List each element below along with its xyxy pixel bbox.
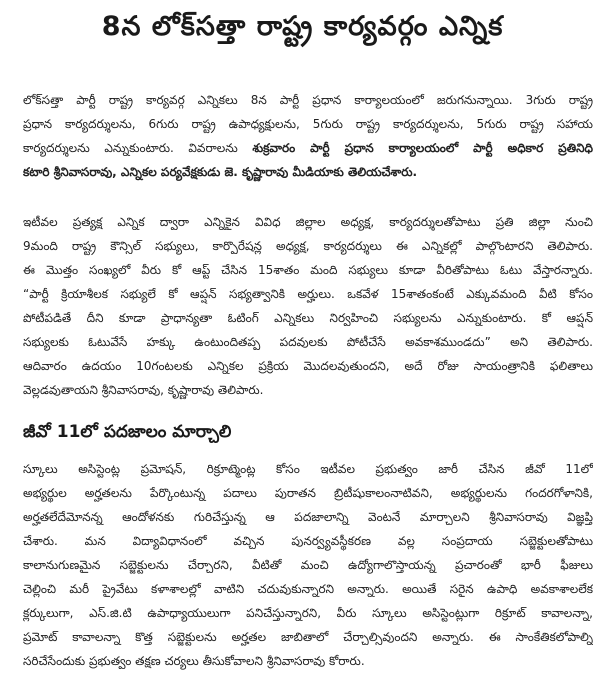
paragraph-line: ప్రధాన కార్యదర్శులను, 6గురు రాష్ట్ర ఉపాధ్యక్షులను, 5గురు రాష్ట్ర కార్యదర్శులను, 5గురు రాష్ట్ర సహాయ [23,117,593,131]
paragraph-line: “పార్టీ క్రియాశీలక సభ్యులే కో ఆప్షన్ సభ్యత్వానికి అర్హులు. ఒకవేళ 15శాతంకంటే ఎక్కువమంది వీటి కోసం [23,287,593,301]
paragraph-line: చేశారు. మన విద్యావిధానంలో వచ్చిన పునర్వ్యవస్థీకరణ వల్ల సంప్రదాయ సబ్జెక్టులతోపాటు [23,534,593,548]
paragraph-line-regular-part: కార్యదర్శులను ఎన్నుకుంటారు. వివరాలను [23,141,253,155]
paragraph-line: ఇటీవల ప్రత్యక్ష ఎన్నిక ద్వారా ఎన్నికైన వివిధ జిల్లాల అధ్యక్ష, కార్యదర్శులతోపాటు ప్రతి జిల్లా నుంచి [23,215,593,229]
paragraph-line: అర్హతలేదేమోనన్న ఆందోళనకు గురిచేస్తున్న ఆ పదజాలాన్ని వెంటనే మార్చాలని శ్రీనివాసరావు విజ్ఞప్తి [23,510,593,524]
paragraph-line: వెల్లడవుతాయని శ్రీనివాసరావు, కృష్ణారావు తెలిపారు. [23,383,264,397]
paragraph-line: సరిచేసేందుకు ప్రభుత్వం తక్షణ చర్యలు తీసుకోవాలని శ్రీనివాసరావు కోరారు. [23,654,365,668]
paragraph-line: సభ్యులకు ఓటువేసే హక్కు ఉంటుందితప్ప పదవులకు పోటీచేసే అవకాశముండదు” అని తెలిపారు. [23,335,593,349]
paragraph-line: 9మంది రాష్ట్ర కౌన్సిల్ సభ్యులు, కార్పొరేషన్ల అధ్యక్ష, కార్యదర్శులు ఈ ఎన్నికల్లో పాల్గొంటారని తెలిపారు. [23,239,593,253]
paragraph-line: కాలానుగుణమైన సబ్జెక్టులను చేర్చారని, వీటితో మంచి ఉద్యోగాలొస్తాయన్న ప్రచారంతో భారీ ఫీజులు [23,558,593,572]
paragraph-line: లోక్‌సత్తా పార్టీ రాష్ట్ర కార్యవర్గ ఎన్నికలు 8న పార్టీ ప్రధాన కార్యాలయంలో జరుగనున్నాయి. 3గురు రాష్ట్ర [23,93,593,107]
section-subheading: జీవో 11లో పదజాలం మార్చాలి [23,422,232,442]
paragraph-line: క్లర్కులుగా, ఎస్.జి.టి ఉపాధ్యాయులుగా పనిచేస్తున్నారని, వీరు స్కూలు అసిస్టెంట్లుగా రిక్రూట్ కావాలన్నా, [23,606,593,620]
paragraph-election-process [23,210,593,402]
paragraph-line-bold-part: శుక్రవారం పార్టీ ప్రధాన కార్యాలయంలో పార్టీ అధికార ప్రతినిధి [252,141,593,155]
paragraph-go11-terminology [23,457,593,673]
paragraph-line: పోటీపడితే దీని కూడా ప్రాధాన్యతా ఓటింగ్ ఎన్నికలు నిర్వహించి సభ్యులను ఎన్నుకుంటారు. కో ఆప్షన్ [23,311,593,325]
paragraph-line: ఆదివారం ఉదయం 10గంటలకు ఎన్నికల ప్రక్రియ మొదలవుతుందని, అదే రోజు సాయంత్రానికి ఫలితాలు [23,359,593,373]
paragraph-line: స్కూలు అసిస్టెంట్ల ప్రమోషన్, రిక్రూట్మెంట్ల కోసం ఇటీవల ప్రభుత్వం జారీ చేసిన జీవో 11లో [23,462,593,476]
paragraph-line: అభ్యర్థుల అర్హతలను పేర్కొంటున్న పదాలు పురాతన బ్రిటీషుకాలంనాటివని, అభ్యర్థులను గందరగోళానికి, [23,486,593,500]
article-title: 8న లోక్‌సత్తా రాష్ట్ర కార్యవర్గం ఎన్నిక [101,11,504,42]
paragraph-line: చెల్లించి మరీ ప్రైవేటు కళాశాలల్లో వాటిని చదువుకున్నారని అన్నారు. అయితే సరైన ఉపాధి అవకాశాలలేక [23,582,593,596]
paragraph-line: ప్రమోట్ కావాలన్నా కొత్త సబ్జెక్టులను అర్హతల జాబితాలో చేర్చాల్సివుందని అన్నారు. ఈ సాంకేతికలోపాల్ని [23,630,593,644]
paragraph-line [23,136,593,160]
paragraph-election-schedule [23,88,593,184]
paragraph-line: కటారి శ్రీనివాసరావు, ఎన్నికల పర్యవేక్షకుడు జె. కృష్ణారావు మీడియాకు తెలియచేశారు. [23,165,418,179]
paragraph-line: ఈ మొత్తం సంఖ్యలో వీరు కో ఆప్ట్ చేసిన 15శాతం మంది సభ్యులు కూడా వీరితోపాటు ఓటు వేస్తారన్నారు. [23,263,593,277]
